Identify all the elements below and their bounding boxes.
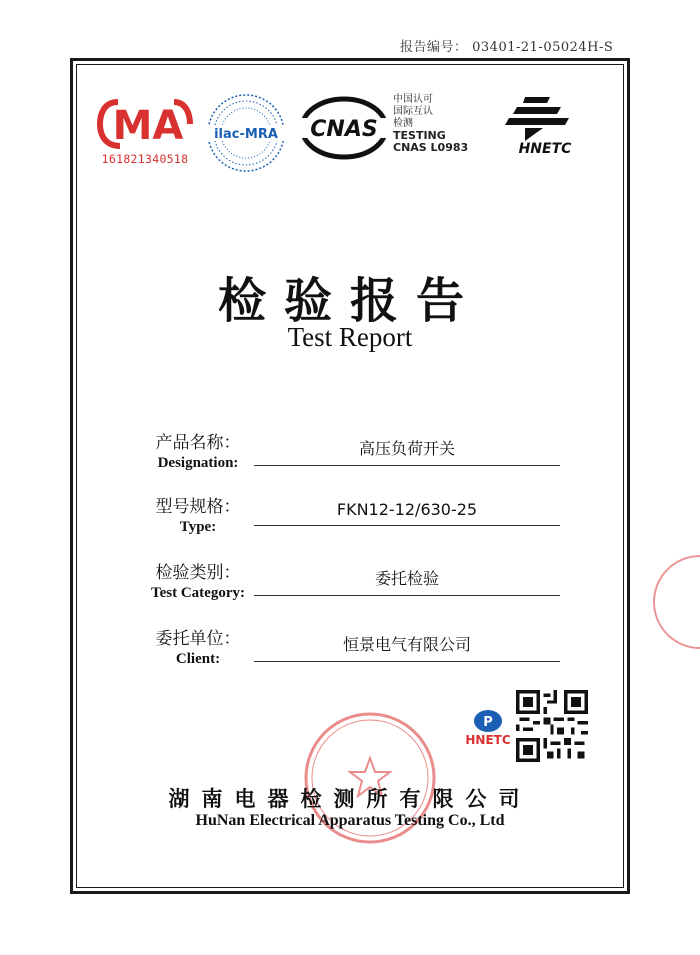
field-label-type: [148, 492, 248, 536]
svg-text:CNAS: CNAS: [310, 117, 378, 142]
field-label-en: Type:: [179, 519, 217, 535]
institute-name-en: HuNan Electrical Apparatus Testing Co., Ltd: [195, 812, 505, 829]
cnas-caption-line: 国际互认: [393, 106, 433, 117]
field-label-cn: 型号规格：: [155, 497, 241, 517]
hnetc-small-logo: [462, 705, 514, 747]
qr-code-icon: [516, 690, 588, 762]
cnas-mark-icon: [300, 96, 388, 160]
field-label-en: Client:: [175, 651, 221, 667]
svg-text:MA: MA: [112, 103, 184, 149]
institute-name-cn: 湖南电器检测所有限公司: [168, 787, 532, 811]
field-label-designation: [148, 428, 248, 472]
title-chinese: 检验报告: [217, 273, 482, 329]
cnas-logo: [300, 96, 388, 160]
hnetc-logo: [495, 95, 595, 157]
title-english: Test Report: [287, 322, 413, 352]
field-value-test-category: 委托检验: [254, 566, 560, 596]
cma-number: 161821340518: [101, 152, 189, 166]
field-value-designation: 高压负荷开关: [254, 436, 560, 466]
cnas-caption-line: TESTING: [393, 129, 446, 142]
cnas-caption-line: CNAS L0983: [393, 141, 469, 154]
cma-mark-icon: [96, 96, 194, 152]
field-label-test-category: [148, 558, 248, 602]
cnas-caption-line: 中国认可: [393, 94, 433, 105]
hnetc-small-icon: [462, 705, 514, 747]
cnas-caption: [393, 94, 478, 154]
field-label-cn: 产品名称：: [155, 433, 241, 453]
ilac-mra-logo: [205, 92, 287, 174]
qr-code: [516, 690, 588, 762]
field-label-client: [148, 624, 248, 668]
cma-logo: [96, 96, 194, 168]
seal-fragment-icon: [640, 552, 700, 652]
field-label-en: Designation:: [157, 455, 239, 471]
svg-text:ilac-MRA: ilac-MRA: [214, 127, 278, 142]
svg-text:P: P: [483, 715, 493, 730]
field-value-type: FKN12-12/630-25: [254, 500, 560, 526]
edge-seal-fragment: [640, 552, 700, 652]
ilac-globe-icon: [205, 92, 287, 174]
hnetc-mark-icon: [495, 95, 595, 157]
field-label-cn: 检验类别：: [155, 563, 241, 583]
svg-text:HNETC: HNETC: [465, 733, 511, 747]
field-label-en: Test Category:: [150, 585, 245, 601]
report-number: 报告编号： 03401-21-05024H-S: [400, 40, 614, 55]
field-label-cn: 委托单位：: [155, 629, 241, 649]
cnas-caption-line: 检测: [393, 118, 413, 129]
svg-text:HNETC: HNETC: [518, 141, 572, 157]
field-value-client: 恒景电气有限公司: [254, 632, 560, 662]
